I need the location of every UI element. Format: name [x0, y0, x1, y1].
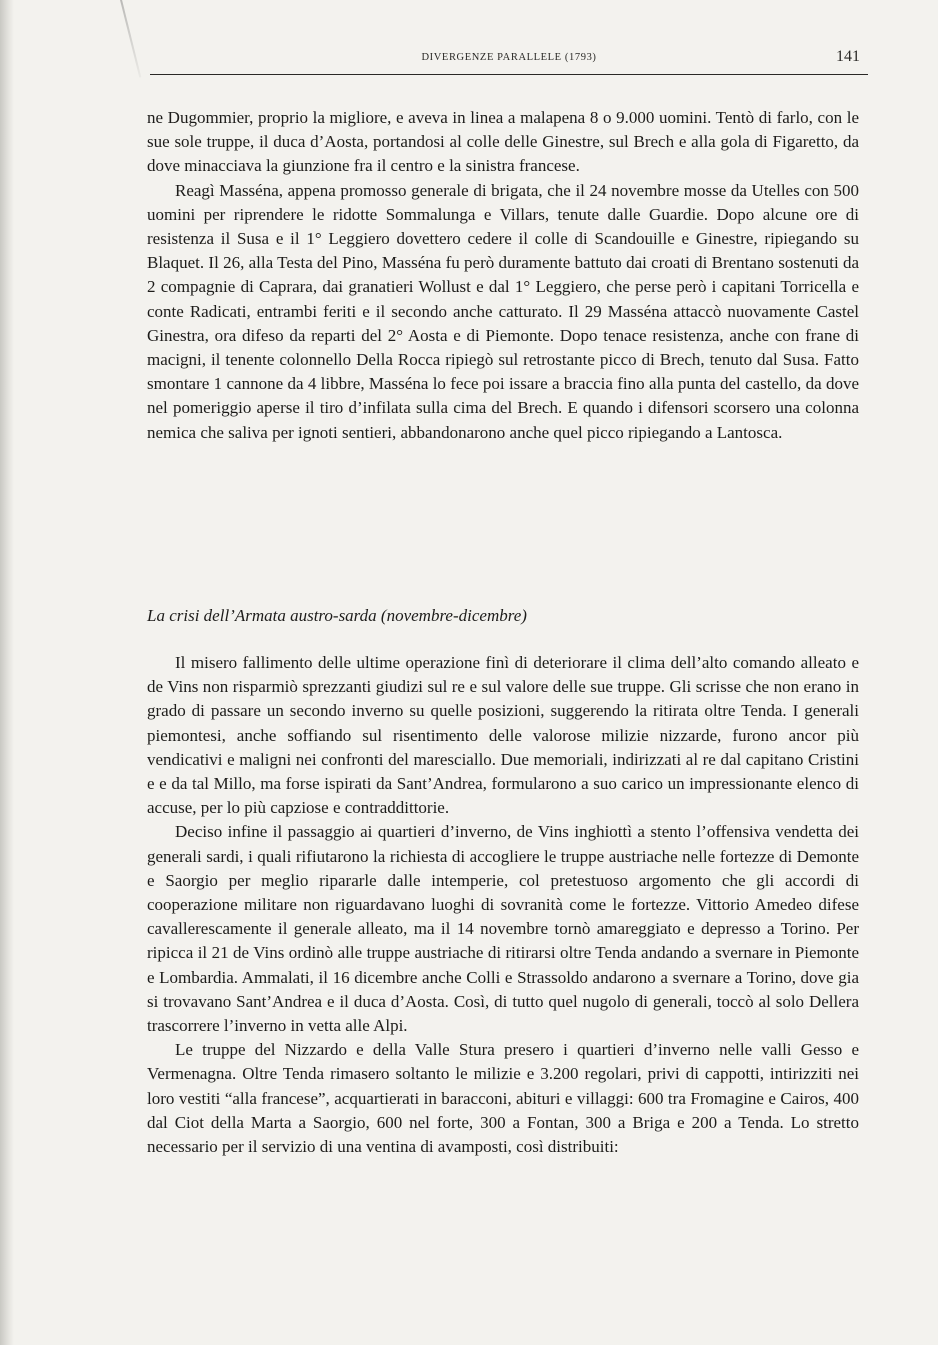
scan-artifact-line [120, 0, 141, 78]
page-number: 141 [836, 48, 860, 65]
paragraph: Le truppe del Nizzardo e della Valle Stura presero i quartieri d’inverno nelle valli Gesso e Vermenagna. Oltre Tenda rimasero soltanto le milizie e 3.200 regolari, privi di cappotti, intirizziti nei loro vestiti “alla francese”, acquartierati in baracconi, abituri e villaggi: 600 tra Fromagine e Cairos, 400 dal Ciot della Marta a Saorgio, 600 nel forte, 300 a Fontan, 300 a Briga e 200 a Tenda. Lo stretto necessario per il servizio di una ventina di avamposti, così distribuiti: [147, 1040, 859, 1157]
paragraph: Reagì Masséna, appena promosso generale di brigata, che il 24 novembre mosse da Utelles con 500 uomini per riprendere le ridotte Sommalunga e Villars, tenute dalle Guardie. Dopo alcune ore di resistenza il Susa e il 1° Leggiero dovettero cedere il colle di Scandouille e Ginestre, ripiegando su Blaquet. Il 26, alla Testa del Pino, Masséna fu però duramente battuto dai croati di Brentano sostenuti da 2 compagnie di Caprara, dai granatieri Wollust e dal 1° Leggiero, che perse però i capitani Torricella e conte Radicati, entrambi feriti e il secondo anche catturato. Il 29 Masséna attaccò nuovamente Castel Ginestra, ora difeso da reparti del 2° Aosta e di Piemonte. Dopo tenace resistenza, anche con frane di macigni, il tenente colonnello Della Rocca ripiegò sul retrostante picco di Brech, tenuto dal Susa. Fatto smontare 1 cannone da 4 libbre, Masséna lo fece poi issare a braccia fino alla punta del castello, da dove nel pomeriggio aperse il tiro d’infilata sulla cima del Brech. E quando i difensori scorsero una colonna nemica che saliva per ignoti sentieri, abbandonarono anche quel picco ripiegando a Lantosca. [147, 180, 859, 442]
body-text-lower [147, 651, 859, 1159]
binding-gutter-shadow [0, 0, 14, 1345]
running-header [150, 46, 868, 75]
running-title: DIVERGENZE PARALLELE (1793) [421, 52, 597, 63]
section-heading: La crisi dell’Armata austro-sarda (novembre-dicembre) [147, 606, 527, 625]
paragraph: ne Dugommier, proprio la migliore, e aveva in linea a malapena 8 o 9.000 uomini. Tentò di farlo, con le sue sole truppe, il duca d’Aosta, portandosi al colle delle Ginestre, sul Brech e alla gola di Figaretto, da dove minacciava la giunzione fra il centro e la sinistra francese. [147, 108, 859, 176]
paragraph: Il misero fallimento delle ultime operazione finì di deteriorare il clima dell’alto comando alleato e de Vins non risparmiò sprezzanti giudizi sul re e sul valore delle sue truppe. Gli scrisse che non erano in grado di passare un secondo inverno su quelle posizioni, suggerendo la ritirata oltre Tenda. I generali piemontesi, anche soffiando sul risentimento delle valorose milizie nizzarde, furono ancor più vendicativi e maligni nei confronti del maresciallo. Due memoriali, indirizzati al re dal capitano Cristini e e da tal Millo, ma forse ispirati da Sant’Andrea, formularono a suo carico un impressionante elenco di accuse, per lo più capziose e contraddittorie. [147, 653, 859, 818]
body-text-upper [147, 106, 859, 445]
paragraph: Deciso infine il passaggio ai quartieri d’inverno, de Vins inghiottì a stento l’offensiva vendetta dei generali sardi, i quali rifiutarono la richiesta di accogliere le truppe austriache nelle fortezze di Demonte e Saorgio per meglio ripararle dalle intemperie, col pretestuoso argomento che gli accordi di cooperazione militare non riguardavano luoghi di sovranità come le fortezze. Vittorio Amedeo difese cavallerescamente il generale alleato, ma il 14 novembre tornò amareggiato e depresso a Torino. Per ripicca il 21 de Vins ordinò alle truppe austriache di ritirarsi oltre Tenda andando a svernare in Piemonte e Lombardia. Ammalati, il 16 dicembre anche Colli e Strassoldo andarono a svernare a Torino, dove gia si trovavano Sant’Andrea e il duca d’Aosta. Così, di tutto quel nugolo di generali, toccò al solo Dellera trascorrere l’inverno in vetta alle Alpi. [147, 822, 859, 1036]
